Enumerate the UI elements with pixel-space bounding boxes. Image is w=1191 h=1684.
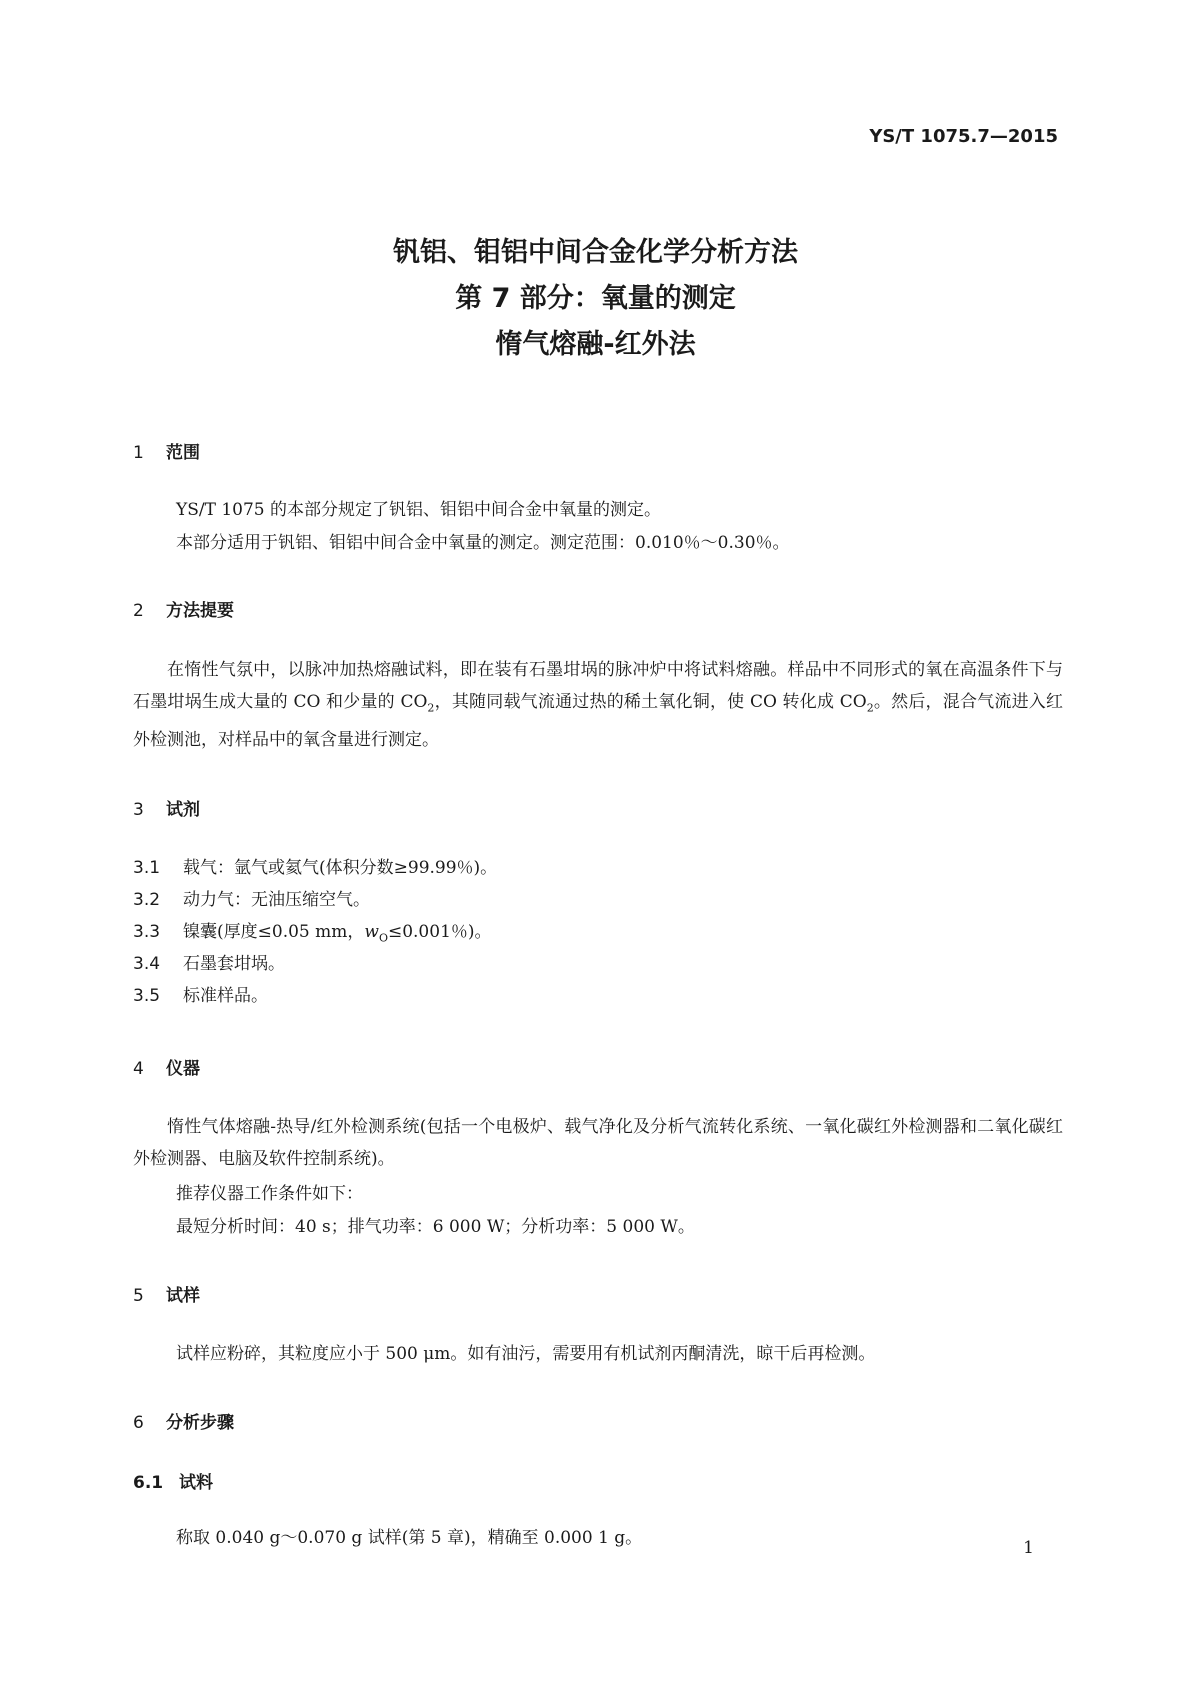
method-text-1: 在惰性气氛中，以脉冲加热熔融试料，即在装有石墨坩埚的脉冲炉中将试料熔融。样品中不同形式的氧在高温条件下与石墨坩埚生成大量的 CO 和少量的 CO [133,660,1063,712]
reagent-item: 3.4 石墨套坩埚。 [133,954,285,974]
section-4-paragraph-1: 惰性气体熔融-热导/红外检测系统(包括一个电极炉、载气净化及分析气流转化系统、一氧化碳红外检测器和二氧化碳红外检测器、电脑及软件控制系统)。 [133,1117,1063,1169]
reagent-item: 3.2 动力气：无油压缩空气。 [133,890,370,910]
subsection-title: 试料 [179,1473,213,1493]
section-number: 4 [133,1059,144,1079]
co2-subscript: 2 [427,701,435,715]
section-1-heading [133,438,200,463]
section-title: 试样 [166,1286,200,1306]
section-title: 范围 [166,443,200,463]
method-text-3: 。然后，混合气流进入红外检测池，对样品中的氧含量进行测定。 [133,692,1063,751]
mass-fraction-symbol: w [364,922,379,942]
section-title: 分析步骤 [166,1413,234,1433]
reagent-item: 3.1 载气：氩气或氦气(体积分数≥99.99％)。 [133,858,498,878]
section-2-paragraph [133,654,1063,756]
section-4-paragraph-2: 推荐仪器工作条件如下： [176,1184,363,1204]
section-title: 方法提要 [166,601,234,621]
section-2-heading [133,596,234,621]
document-title [0,230,1191,368]
reagent-item: 3.5 标准样品。 [133,986,268,1006]
oxygen-subscript: O [378,931,388,945]
section-6-heading [133,1408,234,1433]
section-title: 试剂 [166,800,200,820]
section-3-heading [133,795,200,820]
subsection-6-1-heading [133,1468,213,1493]
section-4-heading [133,1054,200,1079]
title-line-3: 惰气熔融-红外法 [495,329,696,360]
method-text-2: ，其随同载气流通过热的稀土氧化铜，使 CO 转化成 CO [434,692,867,712]
section-1-paragraph-1: YS/T 1075 的本部分规定了钒铝、钼铝中间合金中氧量的测定。 [176,500,662,520]
title-line-1: 钒铝、钼铝中间合金化学分析方法 [393,237,798,268]
title-line-2: 第 7 部分：氧量的测定 [455,283,736,314]
section-4-paragraph-3: 最短分析时间：40 s；排气功率：6 000 W；分析功率：5 000 W。 [176,1217,695,1237]
section-5-heading [133,1281,200,1306]
co2-subscript: 2 [866,701,874,715]
subsection-6-1-paragraph: 称取 0.040 g～0.070 g 试样(第 5 章)，精确至 0.000 1 g。 [176,1528,643,1548]
section-1-paragraph-2: 本部分适用于钒铝、钼铝中间合金中氧量的测定。测定范围：0.010％～0.30％。 [176,533,790,553]
section-number: 2 [133,601,144,621]
section-title: 仪器 [166,1059,200,1079]
page-number: 1 [1023,1538,1034,1558]
reagent-item: 3.3 镍囊(厚度≤0.05 mm，$w_O\le 0.001$％)。 [133,922,492,945]
section-number: 5 [133,1286,144,1306]
subsection-number: 6.1 [133,1473,164,1493]
section-number: 3 [133,800,144,820]
section-number: 1 [133,443,144,463]
standard-code: YS/T 1075.7—2015 [869,126,1058,147]
section-5-paragraph: 试样应粉碎，其粒度应小于 500 μm。如有油污，需要用有机试剂丙酮清洗，晾干后再检测。 [176,1344,876,1364]
section-number: 6 [133,1413,144,1433]
